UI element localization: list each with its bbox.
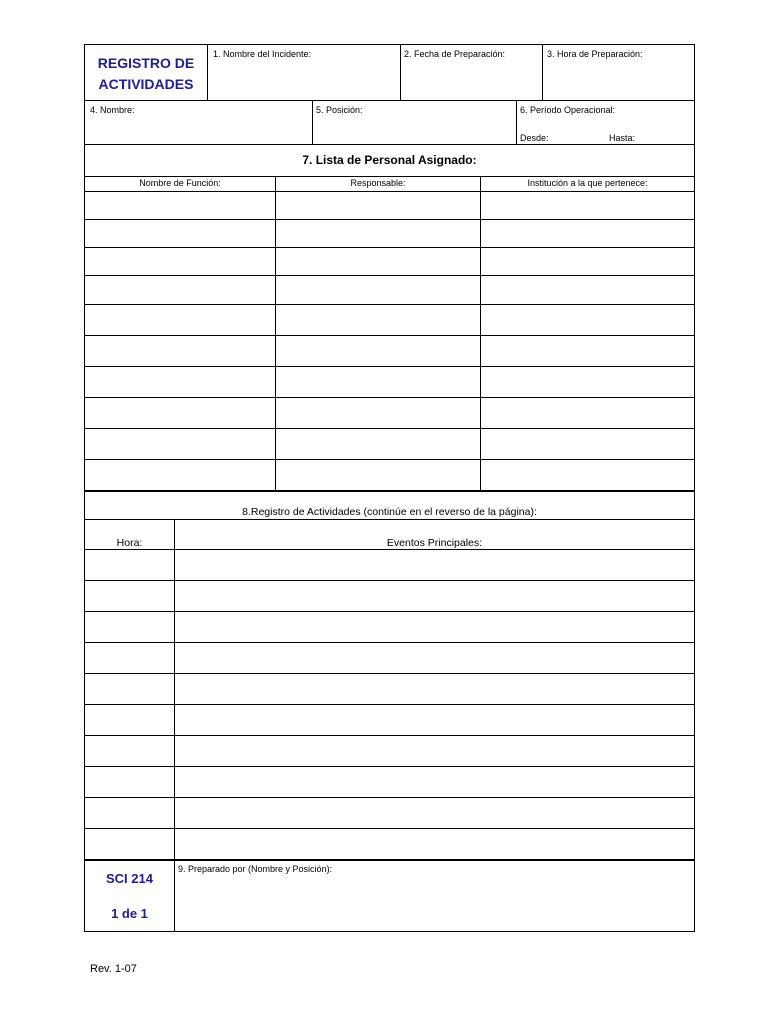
institution-cell[interactable]: [480, 397, 695, 429]
time-cell[interactable]: [84, 704, 175, 736]
activity-col-header-time: [84, 519, 175, 550]
responsible-cell[interactable]: [275, 275, 481, 305]
institution-cell[interactable]: [480, 219, 695, 248]
function-cell[interactable]: [84, 459, 276, 492]
event-cell[interactable]: [174, 673, 695, 705]
time-cell[interactable]: [84, 580, 175, 612]
position-label: 5. Posición:: [316, 105, 363, 115]
activity-section-title: 8.Registro de Actividades (continúe en el reverso de la página):: [242, 506, 537, 518]
page-number: 1 de 1: [111, 906, 148, 921]
institution-cell[interactable]: [480, 191, 695, 220]
personnel-col-header-responsible: [275, 176, 481, 192]
event-cell[interactable]: [174, 828, 695, 861]
preparation-date-label: 2. Fecha de Preparación:: [404, 49, 506, 59]
responsible-cell[interactable]: [275, 459, 481, 492]
event-cell[interactable]: [174, 642, 695, 674]
time-cell[interactable]: [84, 642, 175, 674]
prepared-by-field[interactable]: [174, 859, 695, 932]
form-code: SCI 214: [106, 871, 153, 886]
function-cell[interactable]: [84, 219, 276, 248]
prepared-by-label: 9. Preparado por (Nombre y Posición):: [178, 864, 333, 874]
personnel-col-header-function: [84, 176, 276, 192]
preparation-time-field[interactable]: [542, 44, 695, 101]
form-title-line1: REGISTRO DE: [97, 55, 195, 71]
events-header: Eventos Principales:: [386, 537, 483, 549]
incident-name-label: 1. Nombre del Incidente:: [213, 49, 312, 59]
activity-col-header-events: [174, 519, 695, 550]
responsible-cell[interactable]: [275, 247, 481, 276]
time-cell[interactable]: [84, 673, 175, 705]
personnel-col-header-institution: [480, 176, 695, 192]
preparation-date-field[interactable]: [400, 44, 543, 101]
form-code-box: [84, 859, 175, 932]
form-title-box: [84, 44, 208, 101]
institution-cell[interactable]: [480, 304, 695, 336]
event-cell[interactable]: [174, 797, 695, 829]
institution-header: Institución a la que pertenece:: [527, 178, 648, 188]
function-cell[interactable]: [84, 247, 276, 276]
personnel-section-title-box: [84, 144, 695, 177]
personnel-section-title: 7. Lista de Personal Asignado:: [302, 153, 477, 167]
institution-cell[interactable]: [480, 428, 695, 460]
event-cell[interactable]: [174, 580, 695, 612]
event-cell[interactable]: [174, 611, 695, 643]
event-cell[interactable]: [174, 735, 695, 767]
responsible-cell[interactable]: [275, 335, 481, 367]
function-header: Nombre de Función:: [139, 178, 221, 188]
institution-cell[interactable]: [480, 335, 695, 367]
time-cell[interactable]: [84, 828, 175, 861]
activity-section-title-box: [84, 490, 695, 520]
position-field[interactable]: [312, 100, 517, 145]
function-cell[interactable]: [84, 304, 276, 336]
time-cell[interactable]: [84, 797, 175, 829]
institution-cell[interactable]: [480, 459, 695, 492]
time-cell[interactable]: [84, 611, 175, 643]
institution-cell[interactable]: [480, 247, 695, 276]
institution-cell[interactable]: [480, 275, 695, 305]
function-cell[interactable]: [84, 275, 276, 305]
responsible-cell[interactable]: [275, 366, 481, 398]
event-cell[interactable]: [174, 766, 695, 798]
responsible-cell[interactable]: [275, 219, 481, 248]
responsible-cell[interactable]: [275, 304, 481, 336]
responsible-cell[interactable]: [275, 191, 481, 220]
operational-period-field[interactable]: [516, 100, 695, 145]
form-title-line2: ACTIVIDADES: [98, 76, 194, 92]
responsible-cell[interactable]: [275, 428, 481, 460]
function-cell[interactable]: [84, 335, 276, 367]
incident-name-field[interactable]: [207, 44, 401, 101]
responsible-cell[interactable]: [275, 397, 481, 429]
time-cell[interactable]: [84, 735, 175, 767]
event-cell[interactable]: [174, 549, 695, 581]
institution-cell[interactable]: [480, 366, 695, 398]
operational-period-label: 6. Período Operacional:: [520, 105, 616, 115]
function-cell[interactable]: [84, 428, 276, 460]
revision-label: Rev. 1-07: [90, 963, 137, 975]
time-cell[interactable]: [84, 766, 175, 798]
time-cell[interactable]: [84, 549, 175, 581]
event-cell[interactable]: [174, 704, 695, 736]
function-cell[interactable]: [84, 366, 276, 398]
function-cell[interactable]: [84, 191, 276, 220]
name-label: 4. Nombre:: [90, 105, 135, 115]
period-to-label: Hasta:: [609, 133, 636, 143]
function-cell[interactable]: [84, 397, 276, 429]
responsible-header: Responsable:: [350, 178, 406, 188]
name-field[interactable]: [84, 100, 313, 145]
activity-log-form: [84, 44, 695, 932]
preparation-time-label: 3. Hora de Preparación:: [547, 49, 643, 59]
period-from-label: Desde:: [520, 133, 549, 143]
time-header: Hora:: [116, 537, 143, 549]
